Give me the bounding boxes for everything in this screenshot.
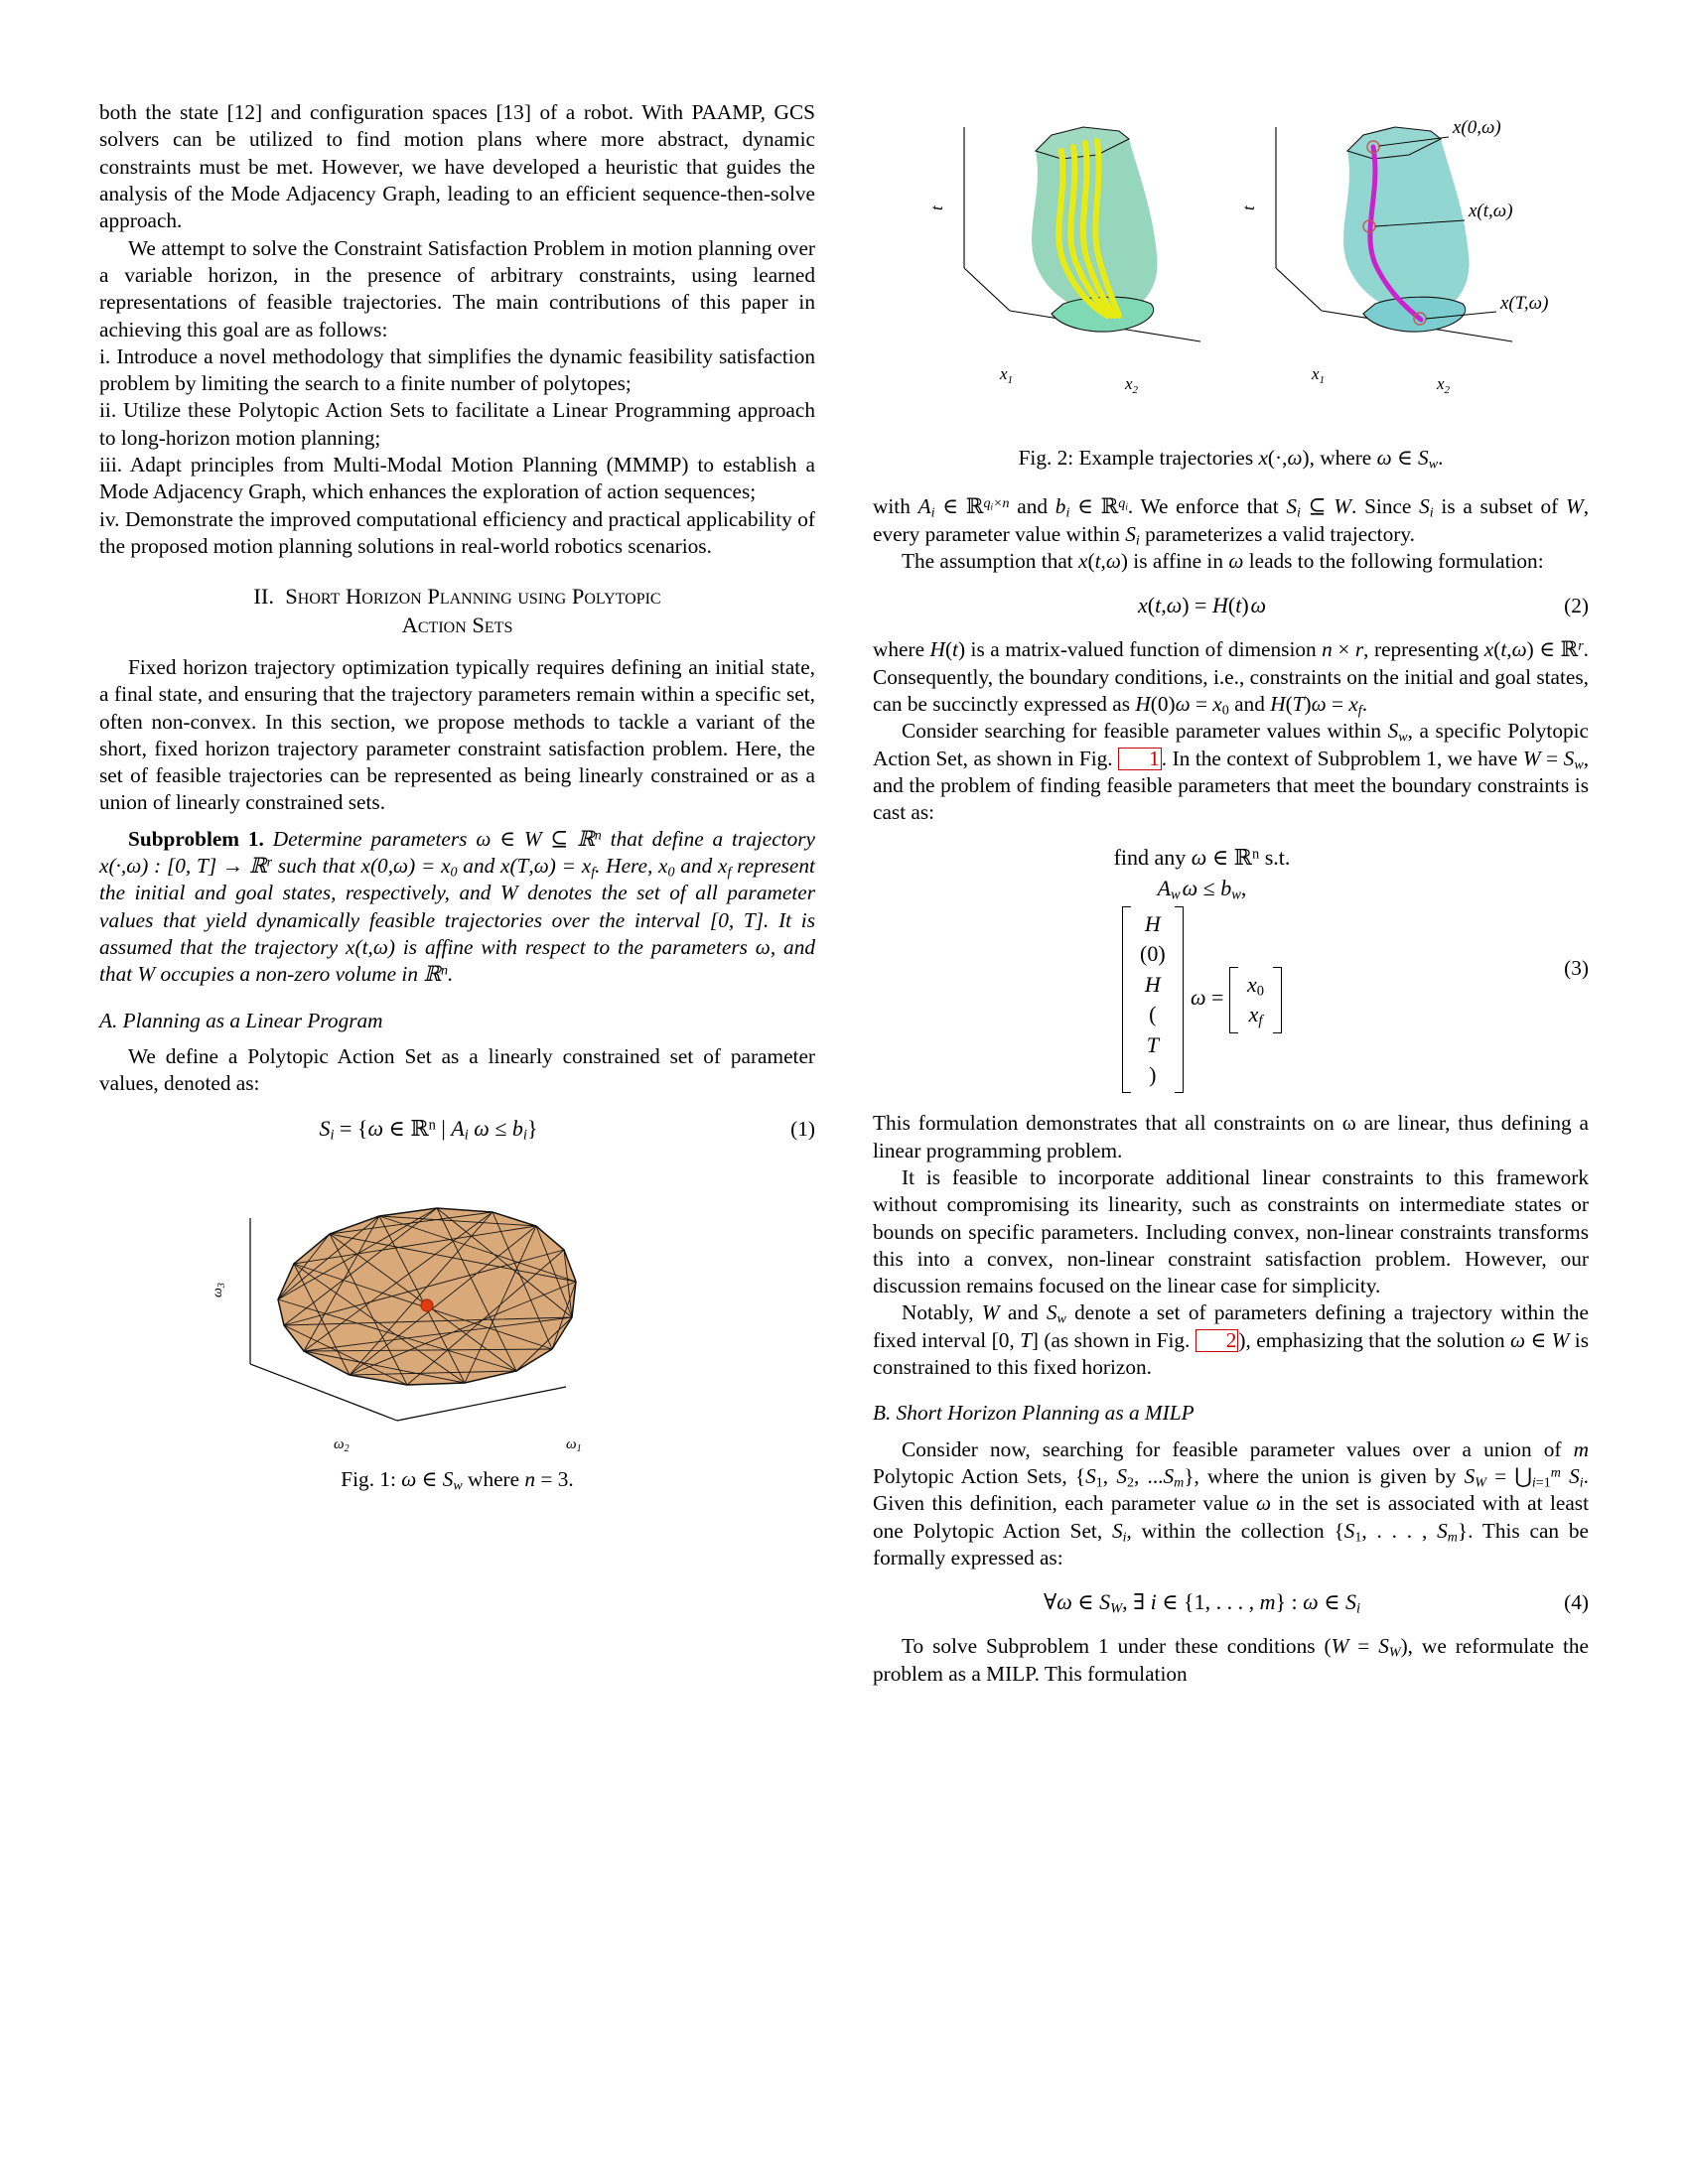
figure-2-svg — [873, 99, 1589, 427]
figure-2 — [873, 99, 1589, 437]
subproblem-statement — [99, 826, 815, 989]
fig1-axis-label-omega3: $\omega_3$ — [211, 1282, 227, 1297]
fig1-polytope — [278, 1208, 576, 1385]
paragraph-H-matrix-valued: where H(t) is a matrix-valued function of dimension n × r, representing x(t,ω) ∈ ℝ$^r$. Consequently, the boundary conditions, i.e., constraints on the initial and goal states, can be succinctly expressed as $H(0)\omega = x_0$ and $H(T)\omega = x_f$. — [873, 637, 1589, 719]
equation-2 — [873, 592, 1589, 619]
paragraph-with-Ai-bi: with $A_i$ ∈ ℝ$^{q_i\times n}$ and $b_i$ ∈ ℝ$^{q_i}$. We enforce that $S_i$ ⊆ W. Since $S_i$ is a subset of W, every parameter value within $S_i$ parameterizes a valid trajectory. — [873, 494, 1590, 549]
equation-1 — [99, 1115, 815, 1144]
fig1-axis-label-omega2: $\omega_2$ — [334, 1435, 350, 1454]
figure-1-caption-prefix: Fig. 1: — [341, 1466, 402, 1491]
paragraph-constraint-satisfaction: We attempt to solve the Constraint Satisfaction Problem in motion planning over a variable horizon, in the presence of arbitrary constraints, using learned representations of feasible trajectories. The main contributions of this paper in achieving this goal are as follows: — [99, 235, 815, 341]
paragraph-affine-assumption: The assumption that x(t,ω) is affine in ω leads to the following formulation: — [902, 548, 1544, 573]
paragraph-fixed-horizon: Fixed horizon trajectory optimization typically requires defining an initial state, a final state, and ensuring that the trajectory parameters remain within a specific set, often non-convex. In this section, we propose methods to tackle a variant of the short, fixed horizon trajectory parameter constraint satisfaction problem. Here, the set of feasible trajectories can be represented as being linearly constrained or as a union of linearly constrained sets. — [99, 654, 815, 815]
paragraph-milp-reformulation: To solve Subproblem 1 under these conditions $(W = S_W)$, we reformulate the problem as a MILP. This formulation — [873, 1634, 1589, 1686]
section-heading-2 — [99, 583, 815, 640]
fig2-label-xt-omega: x(t,ω) — [1469, 201, 1513, 221]
paragraph-define-polytopic-action-set: We define a Polytopic Action Set as a linearly constrained set of parameter values, denoted as: — [99, 1043, 815, 1096]
paragraph-union-of-action-sets: Consider now, searching for feasible parameter values over a union of m Polytopic Action Sets, {$S_1$, $S_2$, $...S_m$}, where the union is given by $S_W$ = $⋃_{i=1}^m$ $S_i$. Given this definition, each parameter value ω in the set is associated with at least one Polytopic Action Set, $S_i$, within the collection {$S_1$, . . . , $S_m$}. This can be formally expressed as: — [873, 1436, 1589, 1570]
equation-4 — [873, 1588, 1589, 1616]
paragraph-consider-searching: Consider searching for feasible parameter values within $S_w$, a specific Polytopic Action Set, as shown in Fig. 1. In the context of Subproblem 1, we have $W = S_w$, and the problem of finding feasible parameters that meet the boundary constraints is cast as: — [873, 719, 1590, 825]
contribution-item-iii: iii. Adapt principles from Multi-Modal Motion Planning (MMMP) to establish a Mode Adjacency Graph, which enhances the exploration of action sequences; — [99, 453, 815, 504]
fig1-axis-label-omega1: $\omega_1$ — [566, 1435, 582, 1454]
fig2-label-xT-omega: x(T,ω) — [1500, 293, 1549, 314]
subsection-heading-b: B. Short Horizon Planning as a MILP — [873, 1401, 1195, 1426]
figure-1-caption: Fig. 1: ω ∈ $S_w$ where n = 3. — [341, 1466, 574, 1494]
contribution-item-ii: ii. Utilize these Polytopic Action Sets to facilitate a Linear Programming approach to long-horizon motion planning; — [99, 398, 815, 450]
fig2-label-x0-omega: x(0,ω) — [1453, 117, 1501, 138]
paragraph-notably-fixed-horizon: Notably, W and $S_w$ denote a set of parameters defining a trajectory within the fixed interval [0, T] (as shown in Fig. 2), emphasizing that the solution ω ∈ W is constrained to this fixed horizon. — [873, 1300, 1589, 1380]
equation-2-number: (2) — [1564, 593, 1589, 617]
subsection-heading-a: A. Planning as a Linear Program — [99, 1008, 383, 1032]
equation-2-body: x(t,ω) = H(t) ω — [1137, 593, 1267, 618]
fig2-left-axis-label-x2: $x_2$ — [1125, 374, 1139, 396]
equation-1-number: (1) — [790, 1116, 815, 1141]
equation-3-line-1: find any ω ∈ ℝ$^n$ s.t. — [1113, 844, 1291, 871]
equation-3-line-2: $A_w$ $\omega \le b_w$, — [1157, 875, 1247, 903]
equation-4-number: (4) — [1564, 1589, 1589, 1614]
figure-1-svg — [99, 1160, 815, 1458]
contribution-item-i: i. Introduce a novel methodology that simplifies the dynamic feasibility satisfaction problem by limiting the search to a finite number of polytopes; — [99, 343, 815, 396]
section-number: II. — [253, 584, 275, 610]
two-column-layout — [99, 99, 1589, 2124]
fig2-right-panel — [1239, 117, 1548, 396]
equation-1-body: $S_i = \{\omega$ ∈ ℝ$^n$ | $A_i$ $\omega \le b_i$} — [319, 1115, 538, 1144]
subproblem-body: Determine parameters ω ∈ W ⊆ ℝ$^n$ that define a trajectory x(·,ω) : [0, T] → ℝ$^r$ such that $x(0,\omega) = x_0$ and $x(T,\omega) = x_f$. Here, $x_0$ and $x_f$ represent the initial and goal states, respectively, and W denotes the set of all parameter values that yield dynamically feasible trajectories over the interval [0, T]. It is assumed that the trajectory x(t,ω) is affine with respect to the parameters ω, and that W occupies a non-zero volume in ℝ$^n$. — [99, 826, 816, 988]
section-title-line1: Short Horizon Planning using Polytopic — [285, 584, 661, 610]
fig2-left-axis-label-x1: $x_1$ — [1000, 364, 1014, 386]
fig1-omega-point — [421, 1299, 433, 1311]
paragraph-linear-programming: This formulation demonstrates that all constraints on ω are linear, thus defining a linear programming problem. — [873, 1111, 1589, 1162]
section-title-line2: Action Sets — [401, 613, 513, 638]
right-column — [873, 99, 1589, 2124]
fig2-left-panel — [927, 127, 1200, 396]
fig2-right-axis-label-t: t — [1239, 205, 1258, 210]
equation-3-body — [873, 844, 1531, 1094]
equation-3-number: (3) — [1564, 955, 1589, 980]
equation-3-matrix-left: H (0) H ( T ) — [1122, 906, 1184, 1093]
equation-3-line-3: H (0) H ( T ) ω = $x_0$ $x_f$ — [873, 906, 1531, 1093]
left-column — [99, 99, 815, 2124]
subproblem-label: Subproblem 1. — [128, 826, 264, 851]
contribution-item-iv: iv. Demonstrate the improved computational efficiency and practical applicability of the proposed motion planning solutions in real-world robotics scenarios. — [99, 506, 815, 558]
equation-3 — [873, 844, 1589, 1094]
figure-1-reference-link[interactable]: 1 — [1118, 748, 1162, 770]
paragraph-intro-continued: both the state [12] and configuration spaces [13] of a robot. With PAAMP, GCS solvers can be utilized to find motion plans where more abstract, dynamic constraints must be met. However, we have developed a heuristic that guides the analysis of the Mode Adjacency Graph, leading to an efficient sequence-then-solve approach. — [99, 100, 815, 233]
fig2-left-axis-label-t: t — [927, 205, 946, 210]
equation-4-body: ∀ω ∈ $S_W$, ∃ i ∈ {1, . . . , m} : ω ∈ $S_i$ — [1043, 1589, 1361, 1617]
fig2-right-tube-surface — [1343, 133, 1469, 318]
equation-3-matrix-right: $x_0$ $x_f$ — [1229, 967, 1282, 1033]
fig2-right-axis-label-x1: $x_1$ — [1312, 364, 1326, 386]
figure-2-reference-link[interactable]: 2 — [1196, 1329, 1239, 1352]
figure-2-caption: Fig. 2: Example trajectories x(·,ω), where ω ∈ $S_w$. — [1018, 446, 1444, 473]
figure-1 — [99, 1160, 815, 1458]
fig2-right-axis-label-x2: $x_2$ — [1437, 374, 1451, 396]
paragraph-additional-constraints: It is feasible to incorporate additional linear constraints to this framework without compromising its linearity, such as constraints on intermediate states or bounds on specific parameters. Including convex, non-linear constraints transforms this into a convex, non-linear constraint satisfaction problem. However, our discussion remains focused on the linear case for simplicity. — [873, 1164, 1589, 1298]
